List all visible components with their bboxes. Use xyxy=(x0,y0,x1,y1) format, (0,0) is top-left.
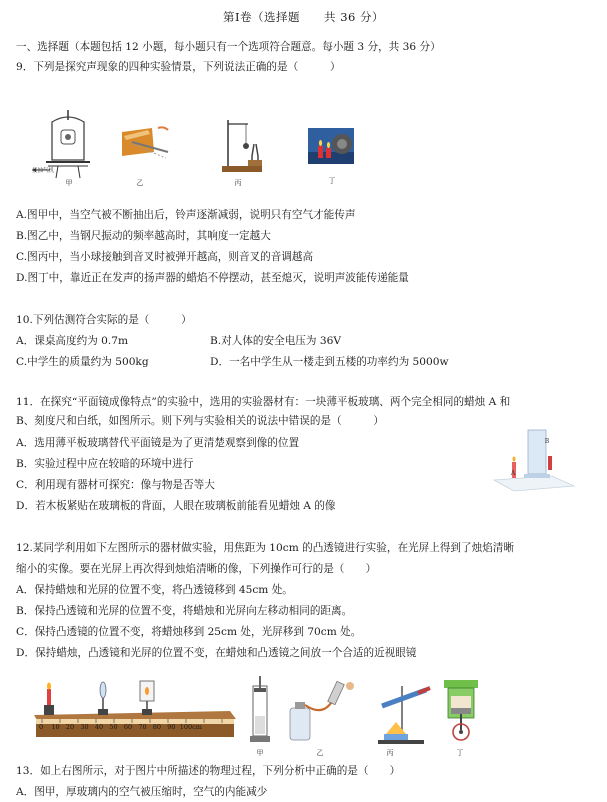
q11-stem-line2: B、刻度尺和白纸，如图所示。则下列与实验相关的说法中错误的是（ ） xyxy=(16,415,384,427)
q12-figure-yi-bottle-pump xyxy=(288,678,364,757)
q11-stem-line1: 11．在探究“平面镜成像特点”的实验中，选用的实验器材有：一块薄平板玻璃、两个完全相同的蜡烛 A 和 xyxy=(16,396,511,408)
q12-stem-line1: 12.某同学利用如下左图所示的器材做实验，用焦距为 10cm 的凸透镜进行实验，在光屏上得到了烛焰清晰 xyxy=(16,542,514,554)
q9-label-ding: 丁 xyxy=(328,177,336,185)
q9-option-d: D.图丁中，靠近正在发声的扬声器的蜡焰不停摆动，甚至熄灭，说明声波能传递能量 xyxy=(16,272,409,284)
q12-fig-label-ding: 丁 xyxy=(456,749,464,757)
q9-stem: 9．下列是探究声现象的四种实验情景，下列说法正确的是（ ） xyxy=(16,61,341,73)
q11-label-a: A xyxy=(510,470,516,477)
q11-option-a: A．选用薄平板玻璃替代平面镜是为了更清楚观察到像的位置 xyxy=(16,437,300,449)
q12-stem-line2: 缩小的实像。要在光屏上再次得到烛焰清晰的像，下列操作可行的是（ ） xyxy=(16,563,377,575)
q9-option-a: A.图甲中，当空气被不断抽出后，铃声逐渐减弱，说明只有空气才能传声 xyxy=(16,209,356,221)
q10-stem: 10.下列估测符合实际的是（ ） xyxy=(16,314,192,326)
section-title: 第Ⅰ卷（选择题 共 36 分） xyxy=(223,10,384,24)
tick-30: 30 xyxy=(80,723,89,731)
part1-header: 一、选择题（本题包括 12 小题，每小题只有一个选项符合题意。每小题 3 分，共 36 分） xyxy=(16,41,441,53)
q9-figure-yi-steel-ruler xyxy=(118,122,170,187)
q11-option-d: D．若木板紧贴在玻璃板的背面，人眼在玻璃板前能看见蜡烛 A 的像 xyxy=(16,500,336,512)
q12-figure-jia-compression-cylinder xyxy=(248,676,272,757)
tick-80: 80 xyxy=(152,723,162,731)
tick-20: 20 xyxy=(65,723,75,731)
q12-option-b: B．保持凸透镜和光屏的位置不变，将蜡烛和光屏向左移动相同的距离。 xyxy=(16,605,353,617)
tick-10: 10 xyxy=(51,723,60,731)
q9-option-c: C.图丙中，当小球接触到音叉时被弹开越高，则音叉的音调越高 xyxy=(16,251,314,263)
q9-pump-label: 接抽气机 xyxy=(31,168,54,174)
q9-label-yi: 乙 xyxy=(136,179,144,187)
q12-figure-optical-bench xyxy=(30,675,240,745)
q11-figure-plane-mirror xyxy=(490,428,576,492)
q9-option-b: B.图乙中，当钢尺振动的频率越高时，其响度一定越大 xyxy=(16,230,271,242)
q12-figure-ding-engine xyxy=(440,678,482,757)
q11-label-b: B xyxy=(544,438,550,445)
q12-fig-label-bing: 丙 xyxy=(386,749,394,757)
q10-option-b: B.对人体的安全电压为 36V xyxy=(210,335,341,347)
tick-40: 40 xyxy=(94,723,104,731)
q13-stem: 13．如上右图所示，对于图片中所描述的物理过程，下列分析中正确的是（ ） xyxy=(16,765,401,777)
q12-option-c: C．保持凸透镜的位置不变，将蜡烛移到 25cm 处，光屏移到 70cm 处。 xyxy=(16,626,362,638)
q9-figure-ding-speaker-candle xyxy=(308,128,354,185)
q9-figure-bing-tuning-fork xyxy=(218,118,268,187)
tick-50: 50 xyxy=(109,723,118,731)
q10-option-a: A．课桌高度约为 0.7m xyxy=(16,335,129,347)
q9-label-jia: 甲 xyxy=(65,179,73,187)
q12-ruler-labels xyxy=(39,723,202,731)
tick-60: 60 xyxy=(123,723,133,731)
tick-90: 90 xyxy=(167,723,176,731)
q9-figure-jia-bell-jar xyxy=(30,108,100,187)
q13-option-a: A．图甲，厚玻璃内的空气被压缩时，空气的内能减少 xyxy=(16,786,268,798)
q12-option-a: A．保持蜡烛和光屏的位置不变，将凸透镜移到 45cm 处。 xyxy=(16,584,293,596)
q12-fig-label-yi: 乙 xyxy=(316,749,324,757)
tick-0: 0 xyxy=(39,723,44,731)
q12-fig-label-jia: 甲 xyxy=(256,749,264,757)
q10-option-c: C.中学生的质量约为 500kg xyxy=(16,356,149,368)
q12-figure-bing-test-tube xyxy=(372,676,434,757)
q9-label-bing: 丙 xyxy=(234,179,242,187)
q10-option-d: D．一名中学生从一楼走到五楼的功率约为 5000w xyxy=(210,356,449,368)
ruler-unit: cm xyxy=(192,723,202,731)
tick-70: 70 xyxy=(138,723,147,731)
q11-option-b: B．实验过程中应在较暗的环境中进行 xyxy=(16,458,194,470)
q11-option-c: C．利用现有器材可探究：像与物是否等大 xyxy=(16,479,215,491)
tick-100: 100 xyxy=(179,723,193,731)
q12-option-d: D．保持蜡烛，凸透镜和光屏的位置不变，在蜡烛和凸透镜之间放一个合适的近视眼镜 xyxy=(16,647,417,659)
